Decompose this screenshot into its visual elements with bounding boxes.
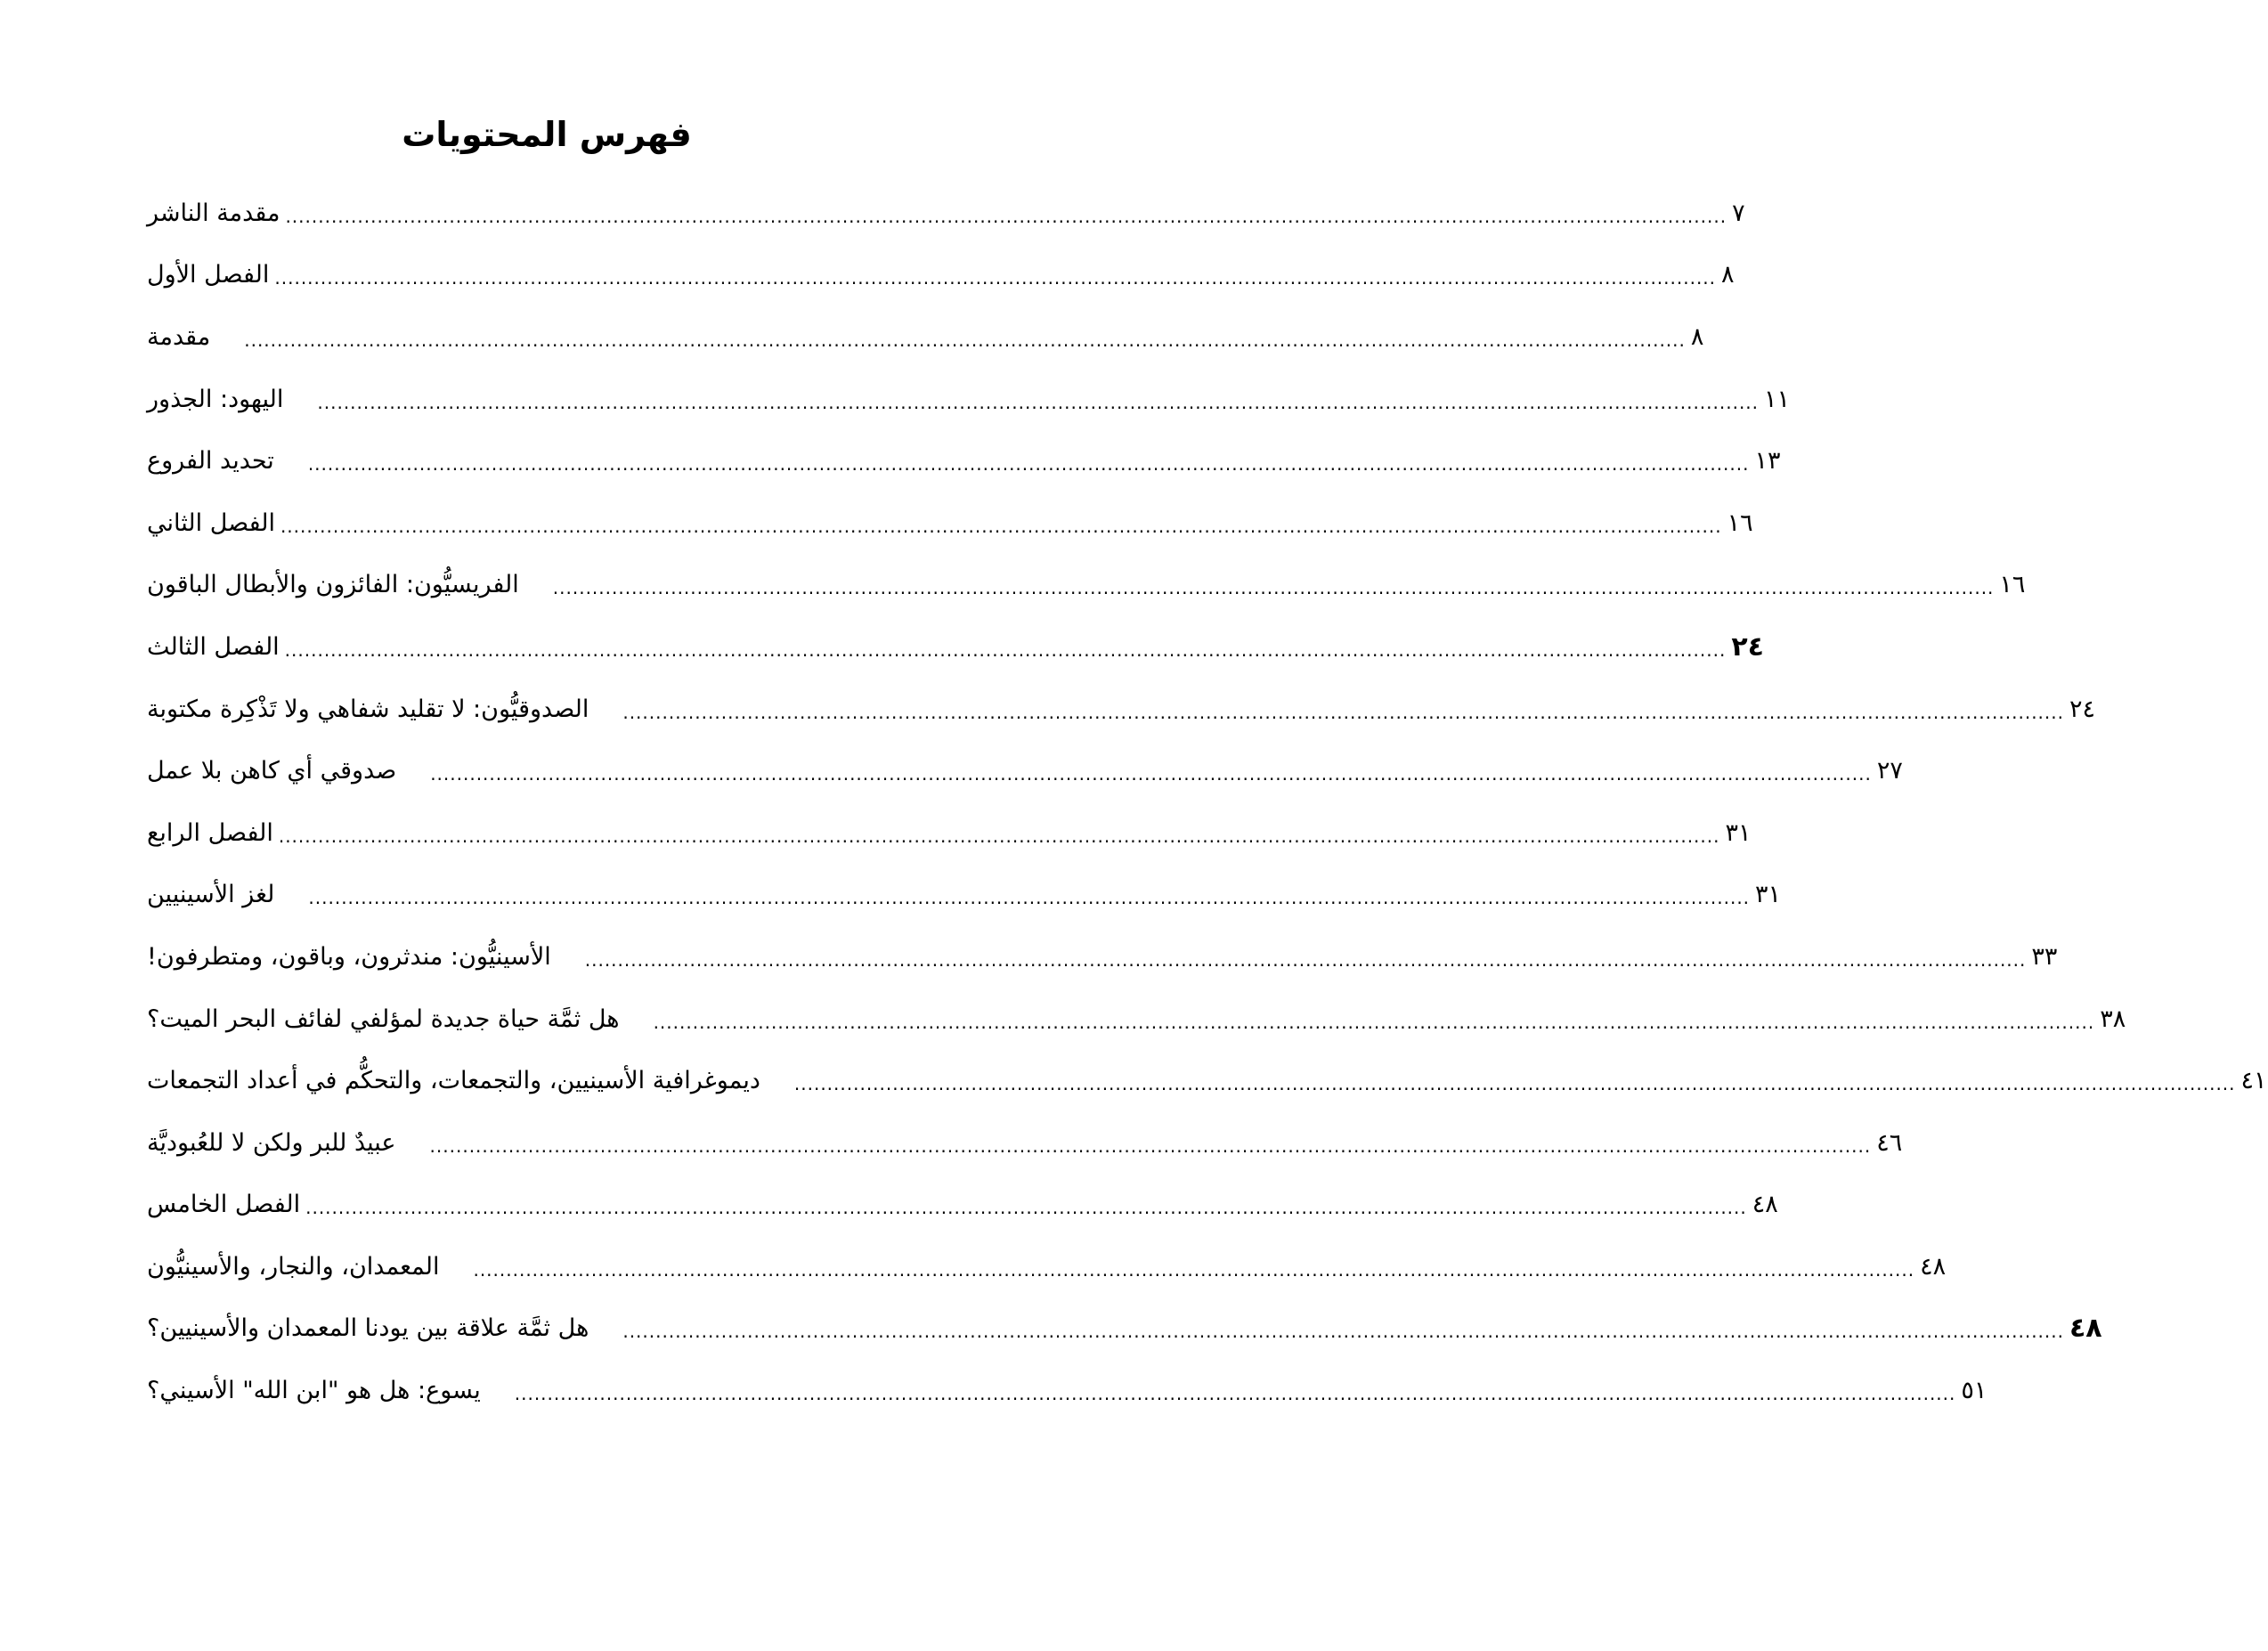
toc-entry[interactable]: [147, 245, 1735, 307]
toc-entry-title: مقدمة: [147, 322, 211, 351]
toc-entry-title: الأسينيُّون: مندثرون، وباقون، ومتطرفون!: [147, 942, 551, 971]
dot-leader: ............................................................................................................................................................................................................................: [622, 701, 2064, 723]
toc-page-number: ٤٨: [1920, 1252, 1947, 1281]
toc-page-number: ٤٦: [1876, 1128, 1903, 1157]
dot-leader: ............................................................................................................................................................................................................................: [307, 453, 1750, 476]
toc-entry-title: ديموغرافية الأسينيين، والتجمعات، والتحكُّم في أعداد التجمعات: [147, 1067, 760, 1095]
toc-page-number: ٤٨: [2069, 1313, 2102, 1345]
dot-leader: ............................................................................................................................................................................................................................: [429, 1135, 1872, 1157]
toc-entry[interactable]: [147, 1360, 1988, 1422]
dot-leader: ............................................................................................................................................................................................................................: [622, 1321, 2064, 1343]
toc-entry-title: الفصل الرابع: [147, 818, 273, 847]
toc-entry-title: الفصل الثالث: [147, 632, 280, 661]
toc-entry-title: الفريسيُّون: الفائزون والأبطال الباقون: [147, 571, 519, 599]
toc-entry[interactable]: [147, 555, 2026, 617]
toc-entry[interactable]: [147, 802, 1752, 865]
toc-page-number: ٢٤: [1731, 630, 1764, 663]
toc-page-number: ٢٧: [1876, 757, 1903, 785]
dot-leader: ............................................................................................................................................................................................................................: [514, 1383, 1956, 1405]
toc-entry-title: هل ثمَّة علاقة بين يودنا المعمدان والأسينيين؟: [147, 1314, 589, 1343]
toc-page-number: ١١: [1764, 385, 1791, 413]
toc-entry[interactable]: [147, 430, 1781, 492]
toc-entry[interactable]: [147, 1298, 2102, 1361]
toc-entry[interactable]: [147, 492, 1753, 555]
toc-entry-title: تحديد الفروع: [147, 447, 274, 476]
toc-page-number: ١٣: [1754, 447, 1781, 476]
toc-entry[interactable]: [147, 306, 1704, 369]
toc-entry[interactable]: [147, 1236, 1947, 1298]
toc-page-number: ٣١: [1725, 818, 1752, 847]
dot-leader: ............................................................................................................................................................................................................................: [473, 1258, 1915, 1281]
toc-entry-title: الفصل الأول: [147, 261, 270, 289]
toc-entry[interactable]: [147, 369, 1791, 431]
page-title: فهرس المحتويات: [402, 115, 692, 154]
toc-page-number: ٢٤: [2069, 695, 2095, 723]
dot-leader: ............................................................................................................................................................................................................................: [280, 515, 1722, 537]
toc-page-number: ١٦: [1999, 571, 2026, 599]
toc-entry[interactable]: [147, 1112, 1903, 1175]
toc-entry-title: الصدوقيُّون: لا تقليد شفاهي ولا تَذْكِرة مكتوبة: [147, 695, 589, 723]
toc-page-number: ٧: [1732, 199, 1745, 227]
toc-entry[interactable]: [147, 679, 2095, 741]
toc-entry-title: الفصل الخامس: [147, 1191, 301, 1219]
dot-leader: ............................................................................................................................................................................................................................: [274, 267, 1717, 289]
toc-entry-title: يسوع: هل هو "ابن الله" الأسيني؟: [147, 1377, 481, 1405]
toc-page-number: ٤٨: [1752, 1191, 1778, 1219]
toc-entry-title: لغز الأسينيين: [147, 881, 275, 909]
dot-leader: ............................................................................................................................................................................................................................: [584, 948, 2027, 971]
toc-entry[interactable]: [147, 1050, 2267, 1112]
dot-leader: ............................................................................................................................................................................................................................: [653, 1011, 2095, 1033]
dot-leader: ............................................................................................................................................................................................................................: [305, 1197, 1747, 1219]
toc-entry[interactable]: [147, 616, 1764, 679]
toc-entry-title: هل ثمَّة حياة جديدة لمؤلفي لفائف البحر الميت؟: [147, 1004, 620, 1033]
toc-entry-title: اليهود: الجذور: [147, 385, 284, 413]
dot-leader: ............................................................................................................................................................................................................................: [317, 391, 1760, 413]
toc-page-number: ٣٨: [2100, 1004, 2126, 1033]
toc-entry[interactable]: [147, 926, 2058, 988]
dot-leader: ............................................................................................................................................................................................................................: [244, 329, 1686, 351]
toc-entry[interactable]: [147, 183, 1745, 245]
dot-leader: ............................................................................................................................................................................................................................: [793, 1073, 2236, 1095]
toc-entry[interactable]: [147, 1175, 1778, 1237]
toc-entry-title: الفصل الثاني: [147, 508, 275, 537]
toc-entry-title: مقدمة الناشر: [147, 199, 280, 227]
dot-leader: ............................................................................................................................................................................................................................: [430, 763, 1872, 785]
dot-leader: ............................................................................................................................................................................................................................: [278, 825, 1720, 847]
toc-entry-title: عبيدٌ للبر ولكن لا للعُبوديَّة: [147, 1128, 396, 1157]
dot-leader: ............................................................................................................................................................................................................................: [285, 205, 1727, 227]
toc-entry[interactable]: [147, 988, 2126, 1051]
toc-page-number: ٣٣: [2031, 942, 2058, 971]
toc-page-number: ١٦: [1727, 508, 1753, 537]
dot-leader: ............................................................................................................................................................................................................................: [284, 638, 1727, 661]
toc-page-number: ٨: [1721, 261, 1735, 289]
toc-page-number: ٣١: [1755, 881, 1782, 909]
toc-page-number: ٨: [1690, 322, 1704, 351]
dot-leader: ............................................................................................................................................................................................................................: [308, 887, 1751, 909]
toc-entry[interactable]: [147, 740, 1903, 802]
toc-entry-title: المعمدان، والنجار، والأسينيُّون: [147, 1252, 440, 1281]
toc-entry-title: صدوقي أي كاهن بلا عمل: [147, 757, 397, 785]
toc-page-number: ٤١: [2240, 1067, 2267, 1095]
toc-page-number: ٥١: [1961, 1377, 1988, 1405]
toc-entry[interactable]: [147, 865, 1782, 927]
table-of-contents: [147, 183, 2267, 1422]
dot-leader: ............................................................................................................................................................................................................................: [552, 577, 1995, 599]
